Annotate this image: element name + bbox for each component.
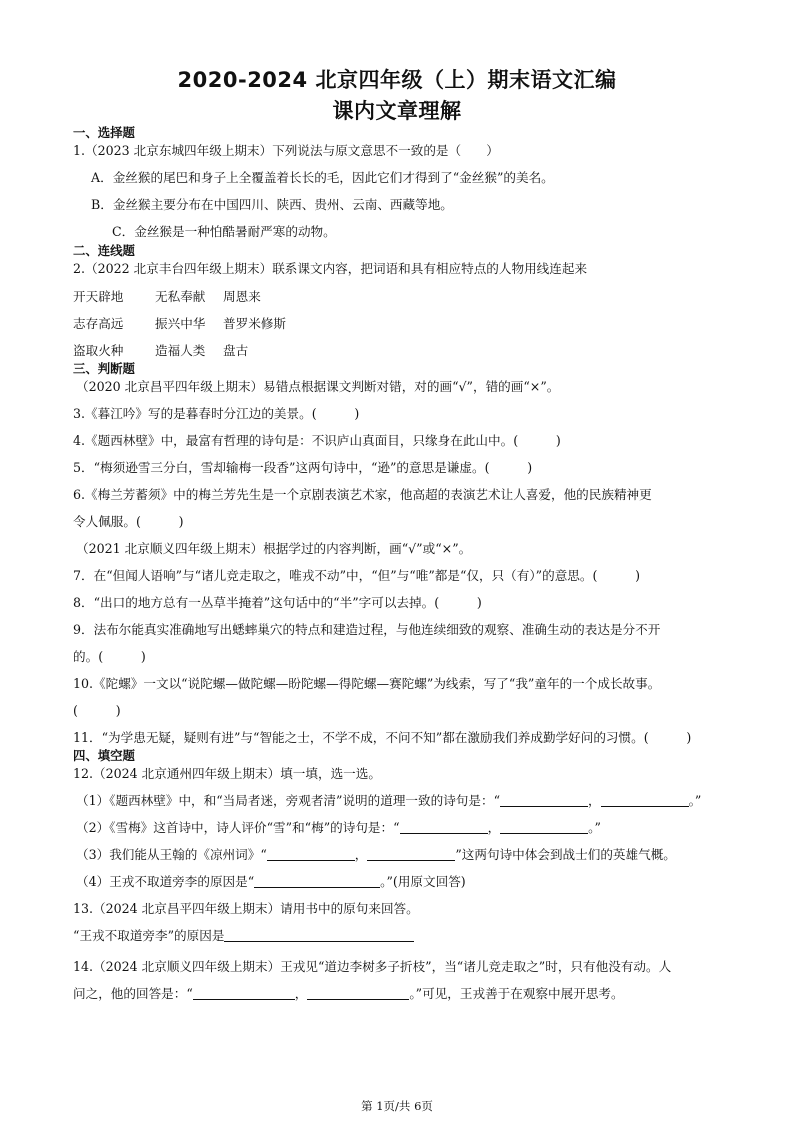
page-subtitle: 课内文章理解	[332, 99, 462, 123]
question-12-part-3	[76, 846, 736, 864]
answer-blank[interactable]	[500, 821, 588, 834]
punctuation: ，	[588, 793, 601, 808]
answer-blank[interactable]	[254, 875, 380, 888]
answer-blank[interactable]	[193, 987, 295, 1000]
match-word: 振兴中华	[155, 316, 206, 331]
match-word: 志存高远	[73, 316, 124, 331]
question-6-line-1: 6.《梅兰芳蓄须》中的梅兰芳先生是一个京剧表演艺术家，他高超的表演艺术让人喜爱，他的民族精神更	[73, 487, 652, 502]
punctuation: ，	[354, 847, 368, 862]
question-12-part-4	[76, 873, 736, 891]
question-10-line-1: 10.《陀螺》一文以“说陀螺—做陀螺—盼陀螺—得陀螺—赛陀螺”为线索，写了“我”童年的一个成长故事。	[73, 676, 661, 691]
punctuation: ，	[487, 820, 501, 835]
question-1-stem: 1.（2023 北京东城四年级上期末）下列说法与原文意思不一致的是（ ）	[73, 143, 499, 158]
question-text: 。”可见，王戎善于在观察中展开思考。	[409, 986, 624, 1001]
answer-blank[interactable]	[500, 794, 588, 807]
judge-intro-2: （2021 北京顺义四年级上期末）根据学过的内容判断，画“√”或“×”。	[76, 541, 472, 556]
match-person: 普罗米修斯	[223, 316, 286, 331]
answer-blank[interactable]	[224, 929, 414, 942]
question-1-option-a: A．金丝猴的尾巴和身子上全覆盖着长长的毛，因此它们才得到了“金丝猴”的美名。	[91, 170, 554, 185]
section-heading-fill: 四、填空题	[73, 748, 135, 763]
question-13-stem: 13.（2024 北京昌平四年级上期末）请用书中的原句来回答。	[73, 901, 419, 916]
question-14-line-2	[73, 985, 733, 1003]
question-4: 4.《题西林壁》中，最富有哲理的诗句是：不识庐山真面目，只缘身在此山中。( )	[73, 433, 561, 448]
question-9-line-1: 9．法布尔能真实准确地写出蟋蟀巢穴的特点和建造过程，与他连续细致的观察、准确生动的表达是分不开	[73, 622, 661, 637]
question-7: 7．在“但闻人语响”与“诸儿竞走取之，唯戎不动”中，“但”与“唯”都是“仅，只（有）”的意思。( )	[73, 568, 641, 583]
page-footer: 第 1页/共 6页	[361, 1099, 433, 1113]
question-text: “王戎不取道旁李”的原因是	[73, 928, 225, 943]
question-1-option-b: B．金丝猴主要分布在中国四川、陕西、贵州、云南、西藏等地。	[91, 197, 453, 212]
punctuation: 。”	[588, 820, 601, 835]
question-8: 8．“出口的地方总有一丛草半掩着”这句话中的“半”字可以去掉。( )	[73, 595, 482, 610]
match-word: 盗取火种	[73, 343, 124, 358]
match-row	[73, 288, 733, 306]
question-text: （3）我们能从王翰的《凉州词》“	[76, 847, 267, 862]
match-word: 造福人类	[155, 343, 206, 358]
question-12-part-1	[76, 792, 736, 810]
section-heading-judge: 三、判断题	[73, 361, 135, 376]
judge-intro-1: （2020 北京昌平四年级上期末）易错点根据课文判断对错，对的画“√”，错的画“×”。	[76, 379, 560, 394]
question-2-stem: 2.（2022 北京丰台四年级上期末）联系课文内容，把词语和具有相应特点的人物用线连起来	[73, 261, 588, 276]
question-text: 。”(用原文回答)	[380, 874, 466, 889]
answer-blank[interactable]	[601, 794, 689, 807]
match-word: 开天辟地	[73, 289, 124, 304]
question-text: （1）《题西林壁》中，和“当局者迷，旁观者清”说明的道理一致的诗句是：“	[76, 793, 501, 808]
answer-blank[interactable]	[400, 821, 488, 834]
question-6-line-2: 令人佩服。( )	[73, 514, 184, 529]
question-text: 问之，他的回答是：“	[73, 986, 193, 1001]
answer-blank[interactable]	[307, 987, 409, 1000]
section-heading-match: 二、连线题	[73, 243, 135, 258]
match-word: 无私奉献	[155, 289, 206, 304]
page-title: 2020-2024 北京四年级（上）期末语文汇编	[177, 68, 617, 92]
match-person: 周恩来	[223, 289, 261, 304]
match-row	[73, 315, 733, 333]
question-text: ”这两句诗中体会到战士们的英雄气概。	[455, 847, 676, 862]
question-13-answer-line	[73, 927, 733, 945]
question-12-part-2	[76, 819, 736, 837]
answer-blank[interactable]	[267, 848, 355, 861]
match-row	[73, 342, 733, 360]
match-person: 盘古	[223, 343, 249, 358]
question-5: 5．“梅须逊雪三分白，雪却输梅一段香”这两句诗中，“逊”的意思是谦虚。( )	[73, 460, 533, 475]
question-text: （2）《雪梅》这首诗中，诗人评价“雪”和“梅”的诗句是：“	[76, 820, 400, 835]
question-14-line-1: 14.（2024 北京顺义四年级上期末）王戎见“道边李树多子折枝”，当“诸儿竞走取之”时，只有他没有动。人	[73, 959, 672, 974]
answer-blank[interactable]	[367, 848, 455, 861]
question-10-line-2: ( )	[73, 703, 121, 718]
question-9-line-2: 的。( )	[73, 649, 146, 664]
question-1-option-c: C．金丝猴是一种怕酷暑耐严寒的动物。	[112, 224, 336, 239]
section-heading-choice: 一、选择题	[73, 125, 135, 140]
punctuation: ，	[294, 986, 308, 1001]
question-12-stem: 12.（2024 北京通州四年级上期末）填一填，选一选。	[73, 766, 381, 781]
punctuation: 。”	[688, 793, 702, 808]
question-text: （4）王戎不取道旁李的原因是“	[76, 874, 255, 889]
question-11: 11．“为学患无疑，疑则有进”与“智能之士，不学不成，不问不知”都在激励我们养成勤学好问的习惯。( )	[73, 730, 692, 745]
question-3: 3.《暮江吟》写的是暮春时分江边的美景。( )	[73, 406, 360, 421]
